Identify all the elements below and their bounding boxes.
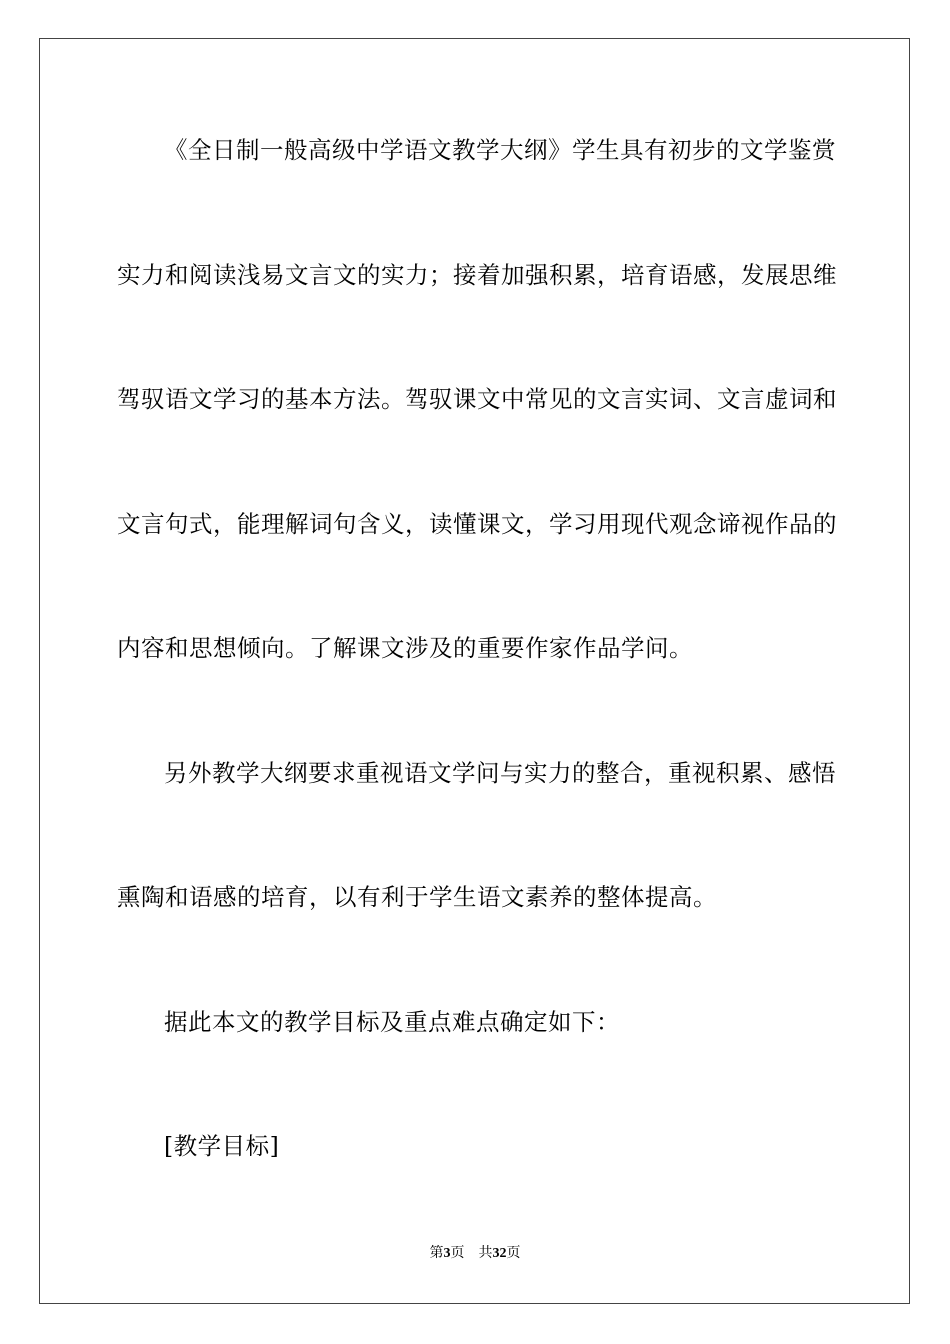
footer-total-pages: 32: [492, 1246, 507, 1261]
footer-total-suffix: 页: [506, 1246, 521, 1261]
footer-prefix: 第: [429, 1246, 444, 1261]
paragraph-3: 据此本文的教学目标及重点难点确定如下：: [164, 1008, 620, 1036]
page-footer: [0, 1245, 950, 1263]
paragraph-1-line-2: 实力和阅读浅易文言文的实力；接着加强积累，培育语感，发展思维: [117, 261, 837, 289]
paragraph-2-line-2: 熏陶和语感的培育，以有利于学生语文素养的整体提高。: [117, 883, 717, 911]
footer-page-suffix: 页: [450, 1246, 465, 1261]
section-heading: [教学目标]: [164, 1132, 280, 1160]
paragraph-1-line-1: 《全日制一般高级中学语文教学大纲》学生具有初步的文学鉴赏: [164, 136, 836, 164]
paragraph-2-line-1: 另外教学大纲要求重视语文学问与实力的整合，重视积累、感悟: [164, 759, 836, 787]
paragraph-1-line-3: 驾驭语文学习的基本方法。驾驭课文中常见的文言实词、文言虚词和: [117, 385, 837, 413]
footer-page-number: 3: [443, 1246, 451, 1261]
footer-total-prefix: 共: [478, 1246, 493, 1261]
paragraph-1-line-5: 内容和思想倾向。了解课文涉及的重要作家作品学问。: [117, 634, 693, 662]
paragraph-1-line-4: 文言句式，能理解词句含义，读懂课文，学习用现代观念谛视作品的: [117, 510, 837, 538]
page-border: [39, 38, 910, 1304]
